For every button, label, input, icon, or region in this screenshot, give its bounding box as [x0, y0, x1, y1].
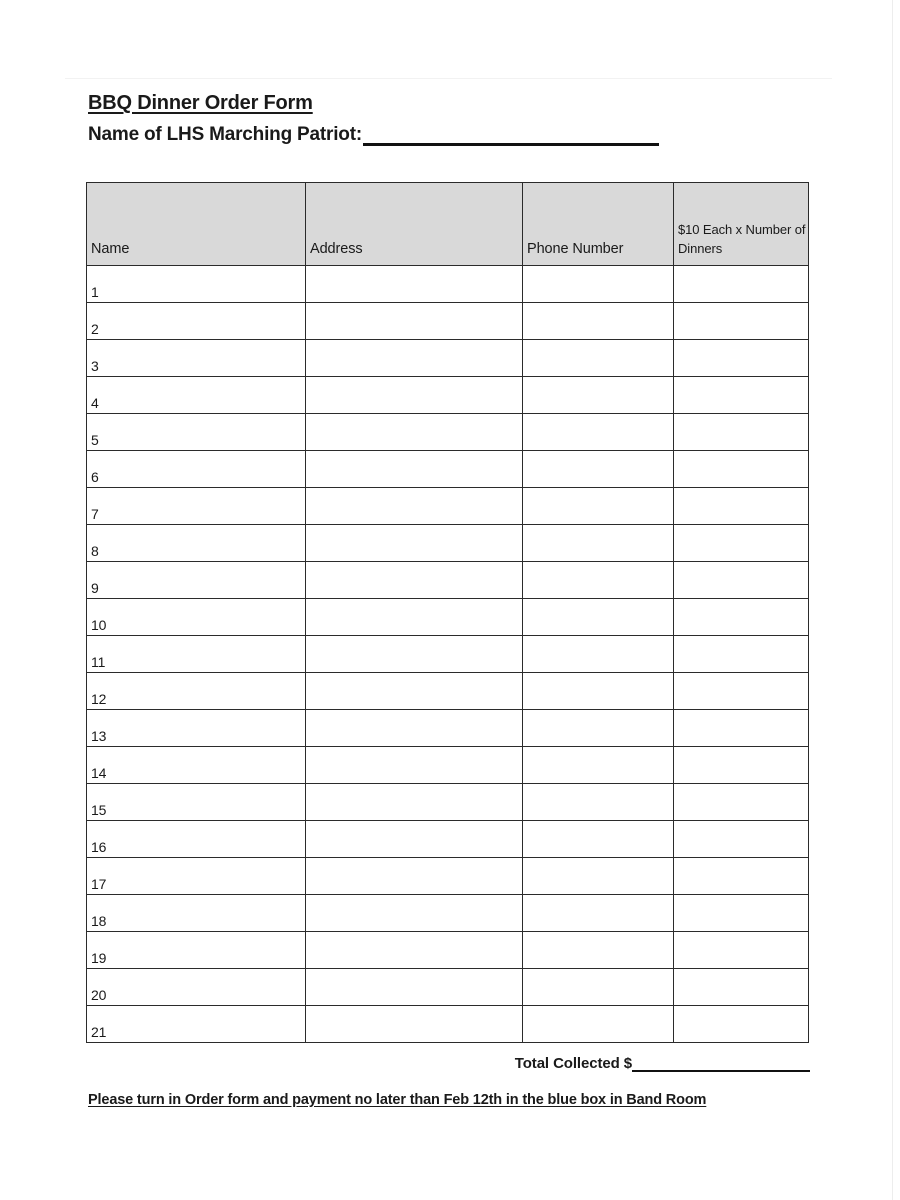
row-number-cell: 11: [87, 636, 306, 673]
row-number-cell: 8: [87, 525, 306, 562]
row-number-cell: 3: [87, 340, 306, 377]
column-header-amount-line1: $10 Each x Number of: [678, 222, 806, 238]
row-amount-cell[interactable]: [674, 562, 809, 599]
row-amount-cell[interactable]: [674, 451, 809, 488]
row-number-cell: 2: [87, 303, 306, 340]
row-phone-cell[interactable]: [523, 673, 674, 710]
row-address-cell[interactable]: [306, 488, 523, 525]
row-address-cell[interactable]: [306, 821, 523, 858]
table-row: [87, 1006, 809, 1043]
footer-instruction-note: Please turn in Order form and payment no later than Feb 12th in the blue box in Band Room: [88, 1092, 707, 1108]
row-number-cell: 17: [87, 858, 306, 895]
row-phone-cell[interactable]: [523, 451, 674, 488]
row-amount-cell[interactable]: [674, 673, 809, 710]
row-number-cell: 12: [87, 673, 306, 710]
table-header-row: [87, 183, 809, 266]
row-amount-cell[interactable]: [674, 895, 809, 932]
row-address-cell[interactable]: [306, 969, 523, 1006]
row-amount-cell[interactable]: [674, 747, 809, 784]
row-number-cell: 13: [87, 710, 306, 747]
table-row: [87, 562, 809, 599]
row-phone-cell[interactable]: [523, 747, 674, 784]
table-row: [87, 488, 809, 525]
row-number-cell: 9: [87, 562, 306, 599]
row-phone-cell[interactable]: [523, 377, 674, 414]
table-row: [87, 858, 809, 895]
row-number-cell: 5: [87, 414, 306, 451]
row-phone-cell[interactable]: [523, 303, 674, 340]
row-address-cell[interactable]: [306, 340, 523, 377]
column-header-address: Address: [306, 183, 523, 266]
row-number-cell: 1: [87, 266, 306, 303]
order-table: [86, 182, 809, 1043]
row-number-cell: 14: [87, 747, 306, 784]
row-number-cell: 10: [87, 599, 306, 636]
row-phone-cell[interactable]: [523, 710, 674, 747]
row-phone-cell[interactable]: [523, 340, 674, 377]
row-phone-cell[interactable]: [523, 932, 674, 969]
row-amount-cell[interactable]: [674, 599, 809, 636]
table-row: [87, 969, 809, 1006]
page-top-divider: [65, 78, 832, 79]
row-address-cell[interactable]: [306, 784, 523, 821]
row-address-cell[interactable]: [306, 525, 523, 562]
row-address-cell[interactable]: [306, 303, 523, 340]
row-amount-cell[interactable]: [674, 858, 809, 895]
row-address-cell[interactable]: [306, 932, 523, 969]
column-header-amount: [674, 183, 809, 266]
column-header-name: Name: [87, 183, 306, 266]
row-amount-cell[interactable]: [674, 636, 809, 673]
row-amount-cell[interactable]: [674, 377, 809, 414]
row-phone-cell[interactable]: [523, 414, 674, 451]
total-collected-row: [86, 1055, 810, 1072]
total-collected-field[interactable]: [632, 1058, 810, 1072]
row-address-cell[interactable]: [306, 858, 523, 895]
table-row: [87, 673, 809, 710]
row-address-cell[interactable]: [306, 1006, 523, 1043]
table-row: [87, 525, 809, 562]
row-amount-cell[interactable]: [674, 710, 809, 747]
row-number-cell: 15: [87, 784, 306, 821]
row-number-cell: 20: [87, 969, 306, 1006]
table-row: [87, 451, 809, 488]
patriot-name-blank-field[interactable]: [363, 130, 659, 146]
row-phone-cell[interactable]: [523, 525, 674, 562]
row-amount-cell[interactable]: [674, 303, 809, 340]
row-amount-cell[interactable]: [674, 266, 809, 303]
row-address-cell[interactable]: [306, 562, 523, 599]
patriot-name-label: Name of LHS Marching Patriot:: [88, 124, 362, 145]
table-row: [87, 266, 809, 303]
row-amount-cell[interactable]: [674, 784, 809, 821]
order-table-header: [87, 183, 809, 266]
total-collected-label: Total Collected $: [514, 1055, 632, 1072]
table-row: [87, 414, 809, 451]
column-header-amount-line2: Dinners: [678, 241, 723, 257]
row-address-cell[interactable]: [306, 895, 523, 932]
table-row: [87, 636, 809, 673]
table-row: [87, 932, 809, 969]
row-address-cell[interactable]: [306, 747, 523, 784]
table-row: [87, 821, 809, 858]
row-phone-cell[interactable]: [523, 1006, 674, 1043]
row-amount-cell[interactable]: [674, 340, 809, 377]
row-phone-cell[interactable]: [523, 562, 674, 599]
row-amount-cell[interactable]: [674, 1006, 809, 1043]
row-address-cell[interactable]: [306, 377, 523, 414]
row-phone-cell[interactable]: [523, 969, 674, 1006]
row-phone-cell[interactable]: [523, 488, 674, 525]
table-row: [87, 710, 809, 747]
row-address-cell[interactable]: [306, 414, 523, 451]
row-phone-cell[interactable]: [523, 858, 674, 895]
row-address-cell[interactable]: [306, 710, 523, 747]
row-number-cell: 19: [87, 932, 306, 969]
order-table-body: [87, 266, 809, 1043]
row-address-cell[interactable]: [306, 636, 523, 673]
row-amount-cell[interactable]: [674, 821, 809, 858]
row-address-cell[interactable]: [306, 266, 523, 303]
page-title: BBQ Dinner Order Form: [88, 92, 313, 114]
table-row: [87, 303, 809, 340]
row-phone-cell[interactable]: [523, 784, 674, 821]
row-phone-cell[interactable]: [523, 821, 674, 858]
document-heading: [88, 92, 808, 146]
row-address-cell[interactable]: [306, 673, 523, 710]
row-number-cell: 18: [87, 895, 306, 932]
row-number-cell: 7: [87, 488, 306, 525]
row-amount-cell[interactable]: [674, 525, 809, 562]
table-row: [87, 377, 809, 414]
row-amount-cell[interactable]: [674, 969, 809, 1006]
row-phone-cell[interactable]: [523, 636, 674, 673]
row-number-cell: 4: [87, 377, 306, 414]
row-number-cell: 21: [87, 1006, 306, 1043]
patriot-name-row: [88, 124, 808, 146]
table-row: [87, 784, 809, 821]
row-amount-cell[interactable]: [674, 488, 809, 525]
row-address-cell[interactable]: [306, 599, 523, 636]
table-row: [87, 599, 809, 636]
row-number-cell: 16: [87, 821, 306, 858]
table-row: [87, 747, 809, 784]
row-address-cell[interactable]: [306, 451, 523, 488]
row-number-cell: 6: [87, 451, 306, 488]
table-row: [87, 895, 809, 932]
row-amount-cell[interactable]: [674, 932, 809, 969]
row-amount-cell[interactable]: [674, 414, 809, 451]
row-phone-cell[interactable]: [523, 266, 674, 303]
table-row: [87, 340, 809, 377]
row-phone-cell[interactable]: [523, 895, 674, 932]
row-phone-cell[interactable]: [523, 599, 674, 636]
column-header-phone-number: Phone Number: [523, 183, 674, 266]
